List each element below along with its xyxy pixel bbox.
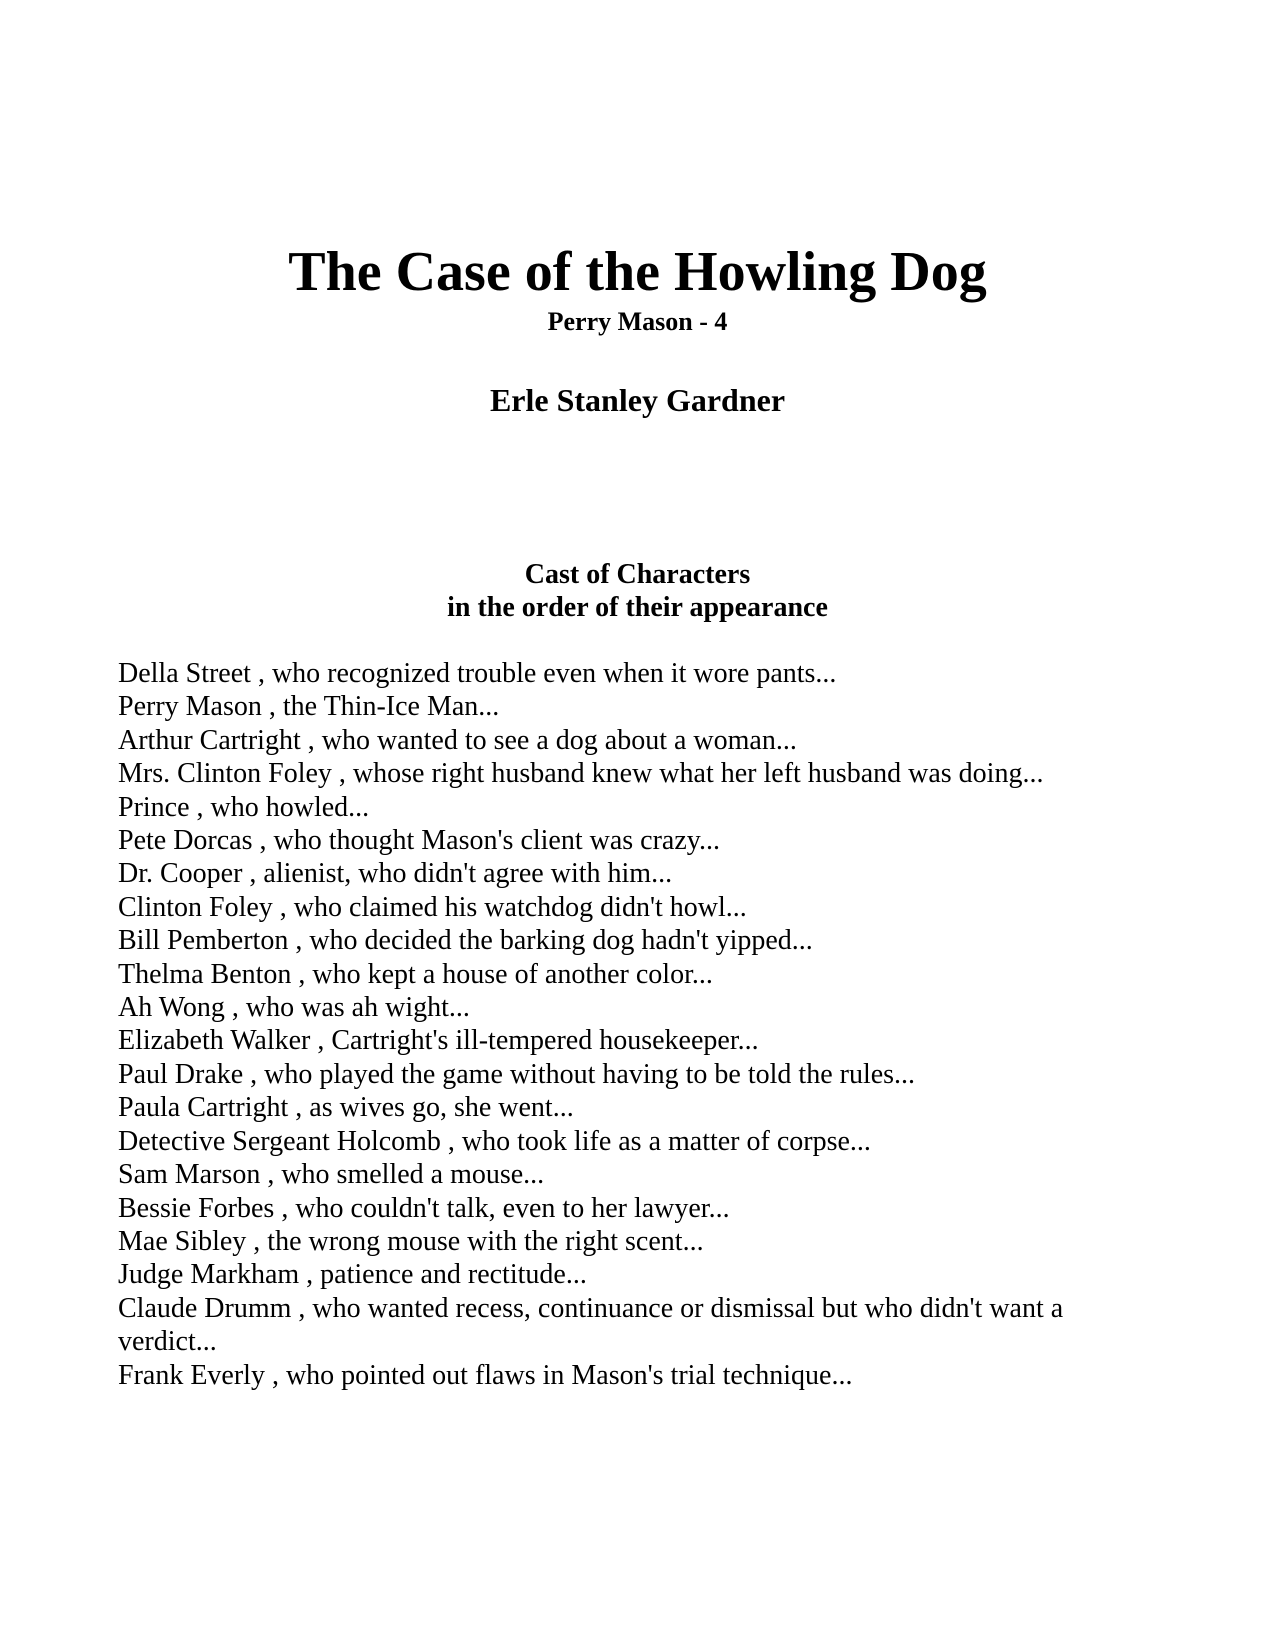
cast-entry: Paul Drake , who played the game without having to be told the rules... <box>118 1058 916 1090</box>
cast-heading-subtitle: in the order of their appearance <box>447 592 828 623</box>
cast-entry: Paula Cartright , as wives go, she went... <box>118 1092 574 1124</box>
cast-entry: Bessie Forbes , who couldn't talk, even to her lawyer... <box>118 1192 730 1224</box>
cast-entry: Sam Marson , who smelled a mouse... <box>118 1159 545 1191</box>
cast-entry: Ah Wong , who was ah wight... <box>118 992 470 1024</box>
cast-entry: Della Street , who recognized trouble even when it wore pants... <box>118 658 837 689</box>
cast-entry: Clinton Foley , who claimed his watchdog didn't howl... <box>118 891 747 923</box>
cast-entry: Perry Mason , the Thin-Ice Man... <box>118 691 500 723</box>
author-name: Erle Stanley Gardner <box>489 382 786 418</box>
cast-heading <box>0 558 1275 624</box>
cast-entry: Mae Sibley , the wrong mouse with the right scent... <box>118 1225 704 1257</box>
cast-entry: Detective Sergeant Holcomb , who took life as a matter of corpse... <box>118 1125 871 1157</box>
cast-heading-title: Cast of Characters <box>524 559 751 590</box>
cast-entry: Judge Markham , patience and rectitude... <box>118 1259 587 1291</box>
cast-entry: Frank Everly , who pointed out flaws in Mason's trial technique... <box>118 1359 853 1391</box>
cast-entry: Pete Dorcas , who thought Mason's client was crazy... <box>118 825 720 857</box>
cast-entry: Arthur Cartright , who wanted to see a dog about a woman... <box>118 724 797 756</box>
cast-entry: Elizabeth Walker , Cartright's ill-tempered housekeeper... <box>118 1025 759 1057</box>
cast-entry: Claude Drumm , who wanted recess, continuance or dismissal but who didn't want a verdict... <box>118 1292 1064 1358</box>
cast-entry: Mrs. Clinton Foley , whose right husband knew what her left husband was doing... <box>118 758 1044 790</box>
cast-entry: Thelma Benton , who kept a house of another color... <box>118 958 713 990</box>
cast-entry: Prince , who howled... <box>118 791 370 823</box>
series-subtitle: Perry Mason - 4 <box>547 307 728 336</box>
cast-list <box>118 657 1118 1392</box>
cast-entry: Dr. Cooper , alienist, who didn't agree with him... <box>118 858 673 890</box>
cast-entry: Bill Pemberton , who decided the barking dog hadn't yipped... <box>118 925 813 957</box>
book-title: The Case of the Howling Dog <box>288 241 987 303</box>
